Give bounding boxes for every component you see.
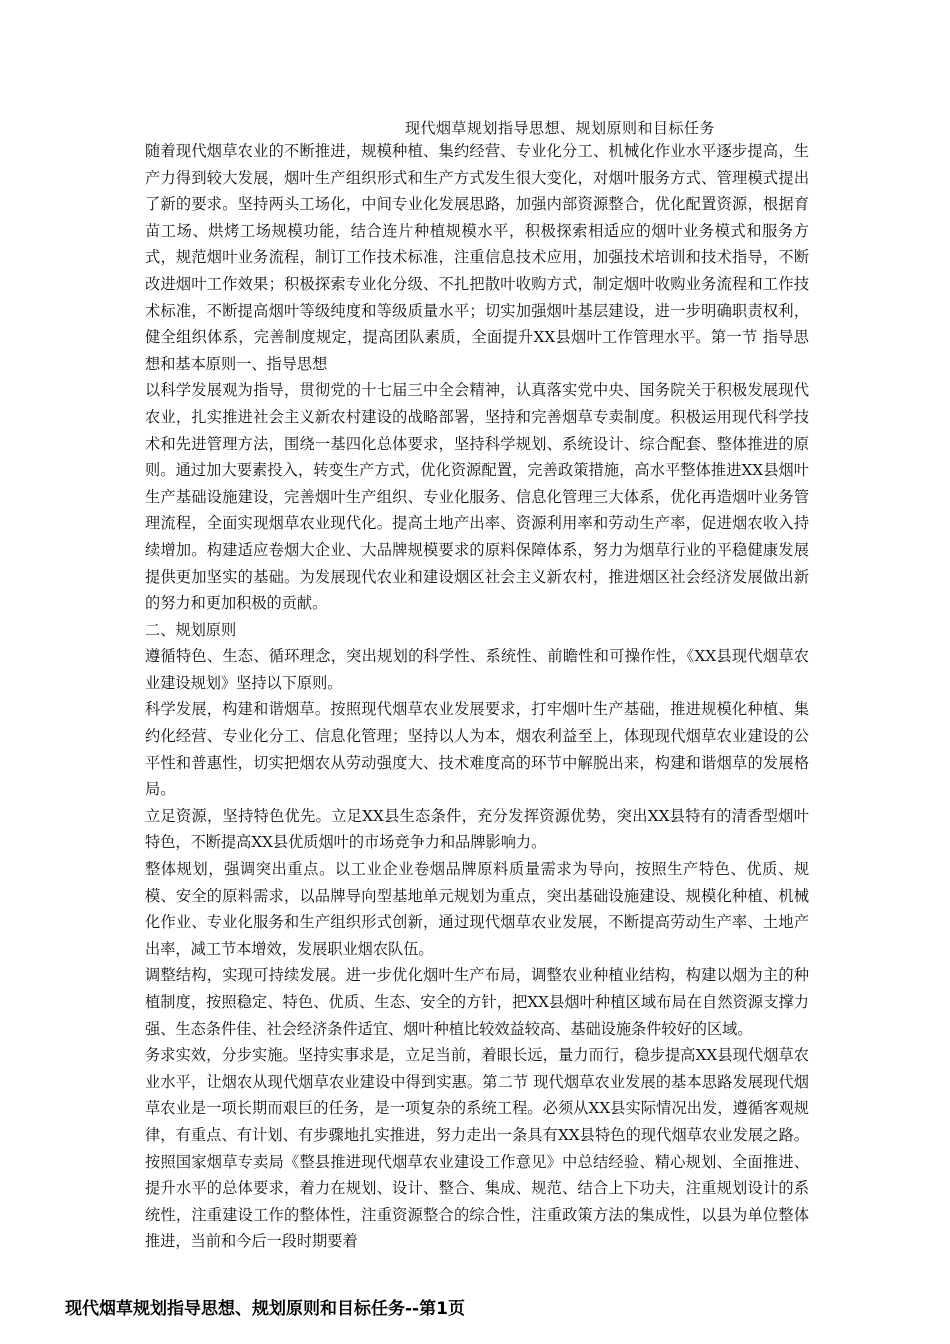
document-body	[145, 138, 809, 1255]
paragraph: 务求实效，分步实施。坚持实事求是，立足当前，着眼长远，量力而行，稳步提高XX县现代烟草农业水平，让烟农从现代烟草农业建设中得到实惠。第二节 现代烟草农业发展的基本思路发展现代烟草农业是一项长期而艰巨的任务，是一项复杂的系统工程。必须从XX县实际情况出发，遵循客观规律，有重点、有计划、有步骤地扎实推进，努力走出一条具有XX县特色的现代烟草农业发展之路。按照国家烟草专卖局《整县推进现代烟草农业建设工作意见》中总结经验、精心规划、全面推进、提升水平的总体要求，着力在规划、设计、整合、集成、规范、结合上下功夫，注重规划设计的系统性，注重建设工作的整体性，注重资源整合的综合性，注重政策方法的集成性，以县为单位整体推进，当前和今后一段时期要着	[145, 1046, 809, 1251]
paragraph: 立足资源，坚持特色优先。立足XX县生态条件，充分发挥资源优势，突出XX县特有的清香型烟叶特色，不断提高XX县优质烟叶的市场竞争力和品牌影响力。	[145, 806, 809, 852]
page-footer: 现代烟草规划指导思想、规划原则和目标任务--第1页	[65, 1299, 465, 1319]
paragraph: 以科学发展观为指导，贯彻党的十七届三中全会精神，认真落实党中央、国务院关于积极发展现代农业，扎实推进社会主义新农村建设的战略部署，坚持和完善烟草专卖制度。积极运用现代科学技术和先进管理方法，围绕一基四化总体要求，坚持科学规划、系统设计、综合配套、整体推进的原则。通过加大要素投入，转变生产方式，优化资源配置，完善政策措施，高水平整体推进XX县烟叶生产基础设施建设，完善烟叶生产组织、专业化服务、信息化管理三大体系，优化再造烟叶业务管理流程，全面实现烟草农业现代化。提高土地产出率、资源利用率和劳动生产率，促进烟农收入持续增加。构建适应卷烟大企业、大品牌规模要求的原料保障体系，努力为烟草行业的平稳健康发展提供更加坚实的基础。为发展现代农业和建设烟区社会主义新农村，推进烟区社会经济发展做出新的努力和更加积极的贡献。	[145, 381, 809, 613]
section-heading: 二、规划原则	[145, 620, 237, 639]
paragraph: 科学发展，构建和谐烟草。按照现代烟草农业发展要求，打牢烟叶生产基础，推进规模化种植、集约化经营、专业化分工、信息化管理；坚持以人为本，烟农利益至上，体现现代烟草农业建设的公平性和普惠性，切实把烟农从劳动强度大、技术难度高的环节中解脱出来，构建和谐烟草的发展格局。	[145, 700, 809, 799]
paragraph: 调整结构，实现可持续发展。进一步优化烟叶生产布局，调整农业种植业结构，构建以烟为主的种植制度，按照稳定、特色、优质、生态、安全的方针，把XX县烟叶种植区域布局在自然资源支撑力强、生态条件佳、社会经济条件适宜、烟叶种植比较效益较高、基础设施条件较好的区域。	[145, 966, 809, 1038]
paragraph: 随着现代烟草农业的不断推进，规模种植、集约经营、专业化分工、机械化作业水平逐步提高，生产力得到较大发展，烟叶生产组织形式和生产方式发生很大变化，对烟叶服务方式、管理模式提出了新的要求。坚持两头工场化，中间专业化发展思路，加强内部资源整合，优化配置资源，根据育苗工场、烘烤工场规模功能，结合连片种植规模水平，积极探索相适应的烟叶业务模式和服务方式，规范烟叶业务流程，制订工作技术标准，注重信息技术应用，加强技术培训和技术指导，不断改进烟叶工作效果；积极探索专业化分级、不扎把散叶收购方式，制定烟叶收购业务流程和工作技术标准，不断提高烟叶等级纯度和等级质量水平；切实加强烟叶基层建设，进一步明确职责权利，健全组织体系，完善制度规定，提高团队素质，全面提升XX县烟叶工作管理水平。第一节 指导思想和基本原则一、指导思想	[145, 142, 809, 373]
paragraph: 遵循特色、生态、循环理念，突出规划的科学性、系统性、前瞻性和可操作性，《XX县现代烟草农业建设规划》坚持以下原则。	[145, 647, 809, 692]
page-title: 现代烟草规划指导思想、规划原则和目标任务	[405, 119, 716, 137]
paragraph: 整体规划，强调突出重点。以工业企业卷烟品牌原料质量需求为导向，按照生产特色、优质、规模、安全的原料需求，以品牌导向型基地单元规划为重点，突出基础设施建设、规模化种植、机械化作业、专业化服务和生产组织形式创新，通过现代烟草农业发展，不断提高劳动生产率、土地产出率，减工节本增效，发展职业烟农队伍。	[145, 860, 809, 958]
